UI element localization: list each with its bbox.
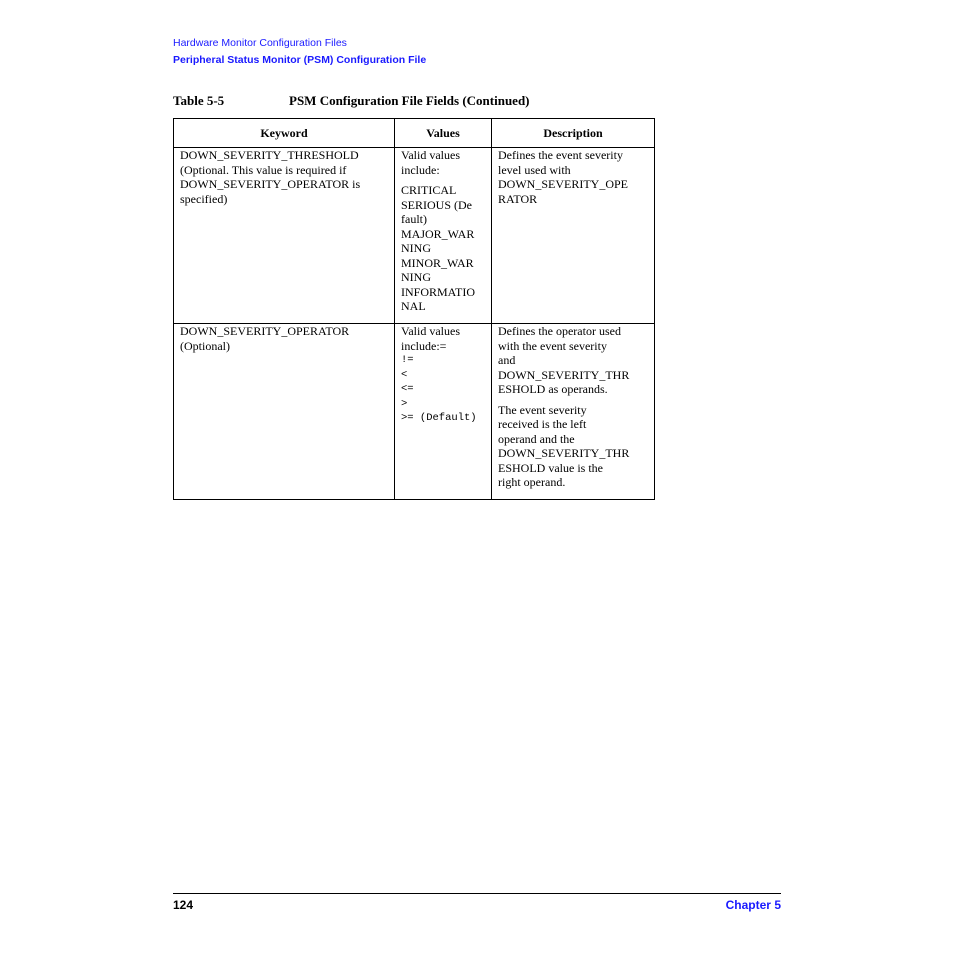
value-item: fault) <box>401 212 427 226</box>
table-row <box>174 148 655 324</box>
value-item: NING <box>401 241 431 255</box>
values-cell <box>395 324 492 500</box>
values-intro: Valid values <box>401 324 460 338</box>
keyword-text: DOWN_SEVERITY_THRESHOLD <box>180 148 359 162</box>
table-title: PSM Configuration File Fields (Continued) <box>289 93 530 108</box>
chapter-link[interactable]: Chapter 5 <box>725 898 781 912</box>
value-item: MAJOR_WAR <box>401 226 475 241</box>
description-text: DOWN_SEVERITY_THR <box>498 446 630 460</box>
table-number: Table 5-5 <box>173 93 225 108</box>
description-text: operand and the <box>498 431 575 446</box>
keyword-cell <box>174 324 395 500</box>
psm-fields-table <box>173 118 655 500</box>
value-item: NING <box>401 270 431 284</box>
description-text: ESHOLD as operands. <box>498 382 608 396</box>
column-header-keyword: Keyword <box>174 119 395 148</box>
breadcrumb-section[interactable]: Hardware Monitor Configuration Files <box>173 37 347 49</box>
keyword-text: (Optional. This value is required if <box>180 162 347 177</box>
column-header-description: Description <box>492 119 655 148</box>
footer-divider <box>173 893 781 894</box>
operator-value: >= (Default) <box>401 412 477 424</box>
table-row <box>174 324 655 500</box>
value-item: INFORMATIO <box>401 284 476 299</box>
value-item: CRITICAL <box>401 183 457 197</box>
keyword-text: specified) <box>180 191 228 206</box>
description-text: Defines the operator used <box>498 324 621 338</box>
operator-value: <= <box>401 383 414 395</box>
description-cell <box>492 148 655 324</box>
description-text: DOWN_SEVERITY_THR <box>498 367 630 382</box>
table-header-row <box>174 119 655 148</box>
value-item: NAL <box>401 299 426 313</box>
keyword-text: DOWN_SEVERITY_OPERATOR is <box>180 177 361 191</box>
description-text: with the event severity <box>498 338 607 353</box>
table-caption <box>173 93 530 109</box>
description-text: right operand. <box>498 475 566 489</box>
description-cell <box>492 324 655 500</box>
description-text: ESHOLD value is the <box>498 460 603 475</box>
column-header-values: Values <box>395 119 492 148</box>
keyword-text: (Optional) <box>180 338 230 353</box>
description-text: and <box>498 353 516 367</box>
value-item: SERIOUS (De <box>401 197 472 212</box>
operator-value: > <box>401 397 408 410</box>
description-text: level used with <box>498 162 571 177</box>
keyword-cell <box>174 148 395 324</box>
breadcrumb-subsection[interactable]: Peripheral Status Monitor (PSM) Configuration File <box>173 54 427 66</box>
values-intro: include:= <box>401 338 447 353</box>
description-text: received is the left <box>498 417 587 431</box>
page-number: 124 <box>173 898 194 912</box>
operator-value: < <box>401 368 408 381</box>
description-text: DOWN_SEVERITY_OPE <box>498 177 628 191</box>
operator-value: != <box>401 354 414 366</box>
values-intro: Valid values <box>401 148 460 162</box>
keyword-text: DOWN_SEVERITY_OPERATOR <box>180 324 350 338</box>
description-text: RATOR <box>498 191 538 206</box>
values-cell <box>395 148 492 324</box>
value-item: MINOR_WAR <box>401 255 474 270</box>
description-text: Defines the event severity <box>498 148 623 162</box>
values-intro: include: <box>401 162 440 177</box>
description-text: The event severity <box>498 402 587 417</box>
